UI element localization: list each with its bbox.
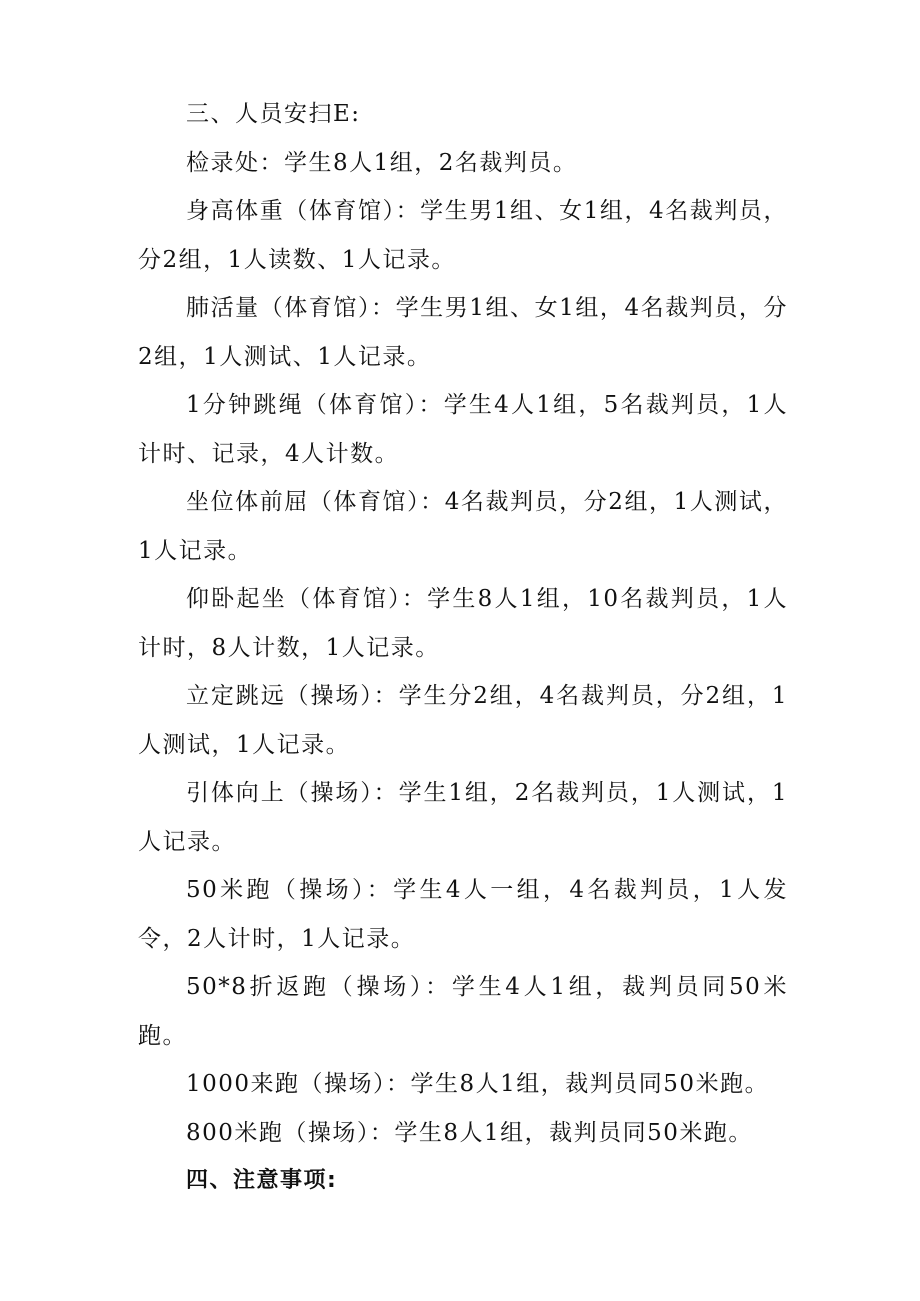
- paragraph-sit-and-reach: 坐位体前屈（体育馆）：4名裁判员，分2组，1人测试，1人记录。: [138, 489, 788, 564]
- document-body: [138, 90, 788, 1206]
- paragraph-1000m-run: 1000来跑（操场）：学生8人1组，裁判员同50米跑。: [186, 1071, 770, 1097]
- paragraph-sit-ups: 仰卧起坐（体育馆）：学生8人1组，10名裁判员，1人计时，8人计数，1人记录。: [138, 586, 788, 661]
- section-heading-personnel: 三、人员安扫E:: [186, 101, 361, 127]
- paragraph-pull-ups: 引体向上（操场）：学生1组，2名裁判员，1人测试，1人记录。: [138, 780, 788, 855]
- paragraph-50m-run: 50米跑（操场）：学生4人一组，4名裁判员，1人发令，2人计时，1人记录。: [138, 877, 788, 952]
- section-heading-notes: 四、注意事项:: [186, 1168, 338, 1193]
- paragraph-checkin: 检录处：学生8人1组，2名裁判员。: [186, 149, 578, 176]
- paragraph-shuttle-run: 50*8折返跑（操场）：学生4人1组，裁判员同50米跑。: [138, 974, 788, 1049]
- paragraph-standing-long-jump: 立定跳远（操场）：学生分2组，4名裁判员，分2组，1人测试，1人记录。: [138, 683, 788, 758]
- paragraph-800m-run: 800米跑（操场）：学生8人1组，裁判员同50米跑。: [186, 1119, 753, 1146]
- paragraph-jump-rope: 1分钟跳绳（体育馆）：学生4人1组，5名裁判员，1人计时、记录，4人计数。: [138, 392, 788, 467]
- paragraph-height-weight: 身高体重（体育馆）：学生男1组、女1组，4名裁判员，分2组，1人读数、1人记录。: [138, 198, 788, 273]
- paragraph-lung-capacity: 肺活量（体育馆）：学生男1组、女1组，4名裁判员，分2组，1人测试、1人记录。: [138, 295, 788, 370]
